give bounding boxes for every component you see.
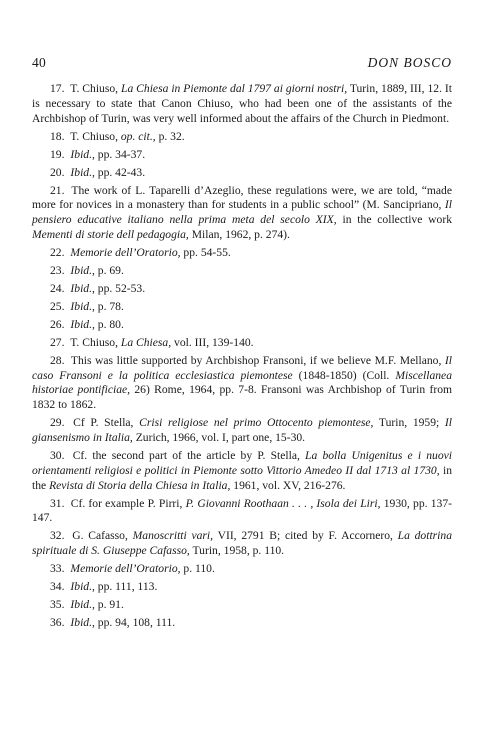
endnote xyxy=(32,82,452,126)
endnote-number: 30. xyxy=(50,448,65,462)
endnote-text: T. Chiuso, xyxy=(70,335,121,349)
endnote-italic-text: P. Giovanni Roothaan . . . , Isola dei Liri, xyxy=(185,496,381,510)
endnote-italic-text: Ibid. xyxy=(70,616,92,630)
endnote xyxy=(32,246,452,261)
endnote-number: 34. xyxy=(50,580,65,594)
endnote-text: , pp. 34-37. xyxy=(91,147,146,161)
endnote-italic-text: op. cit. xyxy=(120,129,153,143)
endnote-text: VII, 2791 B; cited by F. Accornero, xyxy=(213,529,398,543)
endnote-number: 28. xyxy=(50,353,65,367)
endnote-number: 32. xyxy=(50,529,65,543)
endnote xyxy=(32,354,452,413)
endnote-italic-text: Manoscritti vari, xyxy=(132,529,214,543)
endnote-italic-text: La bolla Unigenitus e i nuovi orientamenti religiosi e politici in Piemonte sotto Vittorio Amedeo II dal 1713 al 1730, xyxy=(32,448,452,477)
endnote xyxy=(32,148,452,163)
endnote-italic-text: Crisi religiose nel primo Ottocento piemontese, xyxy=(139,416,374,430)
endnote-italic-text: Mementi di storie dell pedagogia, xyxy=(32,227,189,241)
endnote-text: 1961, vol. XV, 216-276. xyxy=(230,478,346,492)
endnote xyxy=(32,598,452,613)
endnote xyxy=(32,529,452,559)
endnote xyxy=(32,497,452,527)
endnote xyxy=(32,184,452,243)
endnote-text: , pp. 42-43. xyxy=(91,165,146,179)
endnote-number: 20. xyxy=(50,165,65,179)
endnote-italic-text: Ibid. xyxy=(70,263,92,277)
endnote-text: , p. 91. xyxy=(91,598,124,612)
endnotes-list xyxy=(32,82,452,634)
endnote xyxy=(32,562,452,577)
endnote-italic-text: La Chiesa in Piemonte dal 1797 ai giorni nostri, xyxy=(121,82,348,95)
endnote xyxy=(32,282,452,297)
endnote-text: The work of L. Taparelli d’Azeglio, these regulations were, we are told, “made more for novices in a monastery than for students in a public school” (M. Sancipriano, xyxy=(32,183,452,212)
endnote-number: 26. xyxy=(50,317,65,331)
endnote-italic-text: Ibid. xyxy=(70,598,92,612)
endnote xyxy=(32,449,452,493)
endnote-text: Cf. the second part of the article by P. Stella, xyxy=(72,448,306,462)
endnote-number: 18. xyxy=(50,129,65,143)
endnote-italic-text: Miscellanea historiae pontificiae, xyxy=(32,368,452,397)
endnote-text: This was little supported by Archbishop Fransoni, if we believe M.F. Mellano, xyxy=(70,353,445,367)
endnote-italic-text: Ibid. xyxy=(70,299,92,313)
endnote-number: 31. xyxy=(50,496,65,510)
endnote-number: 25. xyxy=(50,299,65,313)
endnote-italic-text: La Chiesa, xyxy=(120,335,172,349)
endnote xyxy=(32,336,452,351)
endnote xyxy=(32,130,452,145)
endnote-number: 24. xyxy=(50,281,65,295)
endnote-text: Cf P. Stella, xyxy=(73,416,140,430)
endnote-italic-text: Memorie dell’Oratorio, xyxy=(70,245,181,259)
endnote-text: Zurich, 1966, vol. I, part one, 15-30. xyxy=(132,430,306,444)
endnote-italic-text: La dottrina spirituale di S. Giuseppe Cafasso, xyxy=(32,529,452,558)
endnote-number: 17. xyxy=(50,82,65,95)
endnote xyxy=(32,318,452,333)
endnote-text: , p. 78. xyxy=(91,299,124,313)
endnote-number: 19. xyxy=(50,147,65,161)
endnote-text: pp. 54-55. xyxy=(180,245,231,259)
endnote-text: T. Chiuso, xyxy=(70,82,121,95)
endnote xyxy=(32,616,452,631)
endnote-text: , p. 69. xyxy=(91,263,124,277)
endnote-text: 26) Rome, 1964, pp. 7-8. Fransoni was Archbishop of Turin from 1832 to 1862. xyxy=(32,383,453,412)
endnote xyxy=(32,300,452,315)
endnote-italic-text: Ibid. xyxy=(70,147,92,161)
endnote-italic-text: Ibid. xyxy=(70,281,92,295)
endnote-italic-text: Ibid. xyxy=(70,580,92,594)
endnote-text: Turin, 1889, III, 12. It is necessary to state that Canon Chiuso, who had been one of the assistants of the Archbishop of Turin, was very well informed about the affairs of the Church in Piedmont. xyxy=(32,82,452,125)
endnote-italic-text: Ibid. xyxy=(70,165,92,179)
endnote-number: 36. xyxy=(50,616,65,630)
endnote-number: 21. xyxy=(50,183,65,197)
endnote-text: Turin, 1959; xyxy=(373,416,445,430)
endnote-italic-text: Il caso Fransoni e la politica ecclesiastica piemontese xyxy=(32,353,452,382)
endnote xyxy=(32,264,452,279)
endnote-text: vol. III, 139-140. xyxy=(171,335,254,349)
endnote xyxy=(32,416,452,446)
endnote-text: in the collective work xyxy=(336,213,452,227)
endnote-text: 1930, pp. 137-147. xyxy=(32,496,452,525)
endnote xyxy=(32,580,452,595)
endnote-italic-text: Il pensiero educative italiano nella prima meta del secolo XIX, xyxy=(32,198,452,227)
endnote-number: 35. xyxy=(50,598,65,612)
endnote-text: Milan, 1962, p. 274). xyxy=(188,227,290,241)
endnote xyxy=(32,166,452,181)
endnote-number: 23. xyxy=(50,263,65,277)
endnote-number: 27. xyxy=(50,335,65,349)
endnote-italic-text: Revista di Storia della Chiesa in Italia, xyxy=(49,478,231,492)
endnote-text: Turin, 1958, p. 110. xyxy=(189,544,285,558)
running-title: DON BOSCO xyxy=(367,55,452,70)
endnote-text: , p. 32. xyxy=(152,129,185,143)
endnote-text: , pp. 52-53. xyxy=(91,281,146,295)
endnote-italic-text: Memorie dell’Oratorio, xyxy=(70,562,181,576)
endnote-italic-text: Ibid. xyxy=(70,317,92,331)
endnote-number: 29. xyxy=(50,416,65,430)
endnote-text: Cf. for example P. Pirri, xyxy=(70,496,186,510)
endnote-italic-text: Il giansenismo in Italia, xyxy=(32,416,452,444)
page-header xyxy=(32,55,452,71)
endnote-text: p. 110. xyxy=(180,562,215,576)
endnote-text: (1848-1850) (Coll. xyxy=(292,368,396,382)
endnote-text: , pp. 94, 108, 111. xyxy=(91,616,176,630)
endnote-text: in the xyxy=(32,463,453,492)
endnote-number: 22. xyxy=(50,245,65,259)
endnote-text: , pp. 111, 113. xyxy=(91,580,158,594)
endnote-text: G. Cafasso, xyxy=(72,529,133,543)
page-number: 40 xyxy=(32,55,47,70)
endnote-number: 33. xyxy=(50,562,65,576)
endnote-text: T. Chiuso, xyxy=(70,129,121,143)
endnote-text: , p. 80. xyxy=(91,317,124,331)
